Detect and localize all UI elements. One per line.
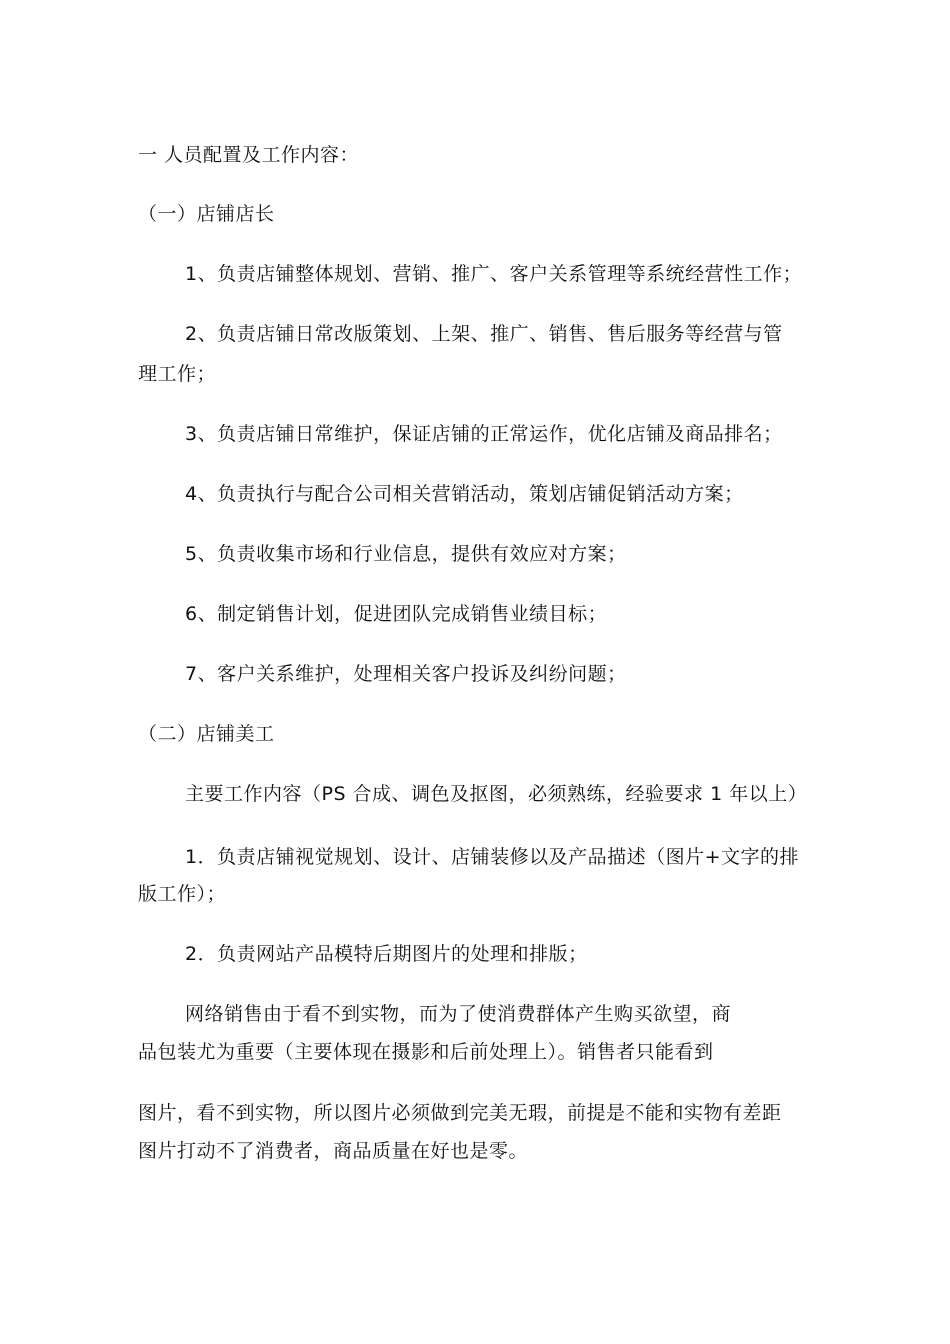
list-item: 3、负责店铺日常维护，保证店铺的正常运作，优化店铺及商品排名； bbox=[185, 423, 783, 445]
list-item: 6、制定销售计划，促进团队完成销售业绩目标； bbox=[185, 603, 608, 625]
paragraph-line: 图片，看不到实物，所以图片必须做到完美无瑕，前提是不能和实物有差距 bbox=[138, 1102, 782, 1124]
subsection-title-store-manager: （一）店铺店长 bbox=[138, 203, 275, 225]
paragraph-line: 图片打动不了消费者，商品质量在好也是零。 bbox=[138, 1140, 529, 1162]
section-intro: 主要工作内容（PS 合成、调色及抠图，必须熟练，经验要求 1 年以上） bbox=[185, 783, 808, 805]
list-item-continuation: 理工作； bbox=[138, 363, 217, 385]
section-heading: 一 人员配置及工作内容： bbox=[138, 144, 360, 166]
paragraph-line: 品包装尤为重要（主要体现在摄影和后前处理上）。销售者只能看到 bbox=[138, 1041, 714, 1063]
subsection-title-store-designer: （二）店铺美工 bbox=[138, 723, 275, 745]
list-item: 1．负责店铺视觉规划、设计、店铺装修以及产品描述（图片+文字的排 bbox=[185, 846, 800, 868]
list-item: 1、负责店铺整体规划、营销、推广、客户关系管理等系统经营性工作； bbox=[185, 263, 803, 285]
paragraph-line: 网络销售由于看不到实物，而为了使消费群体产生购买欲望，商 bbox=[185, 1003, 732, 1025]
list-item: 4、负责执行与配合公司相关营销活动，策划店铺促销活动方案； bbox=[185, 483, 744, 505]
list-item-continuation: 版工作）； bbox=[138, 883, 227, 905]
list-item: 5、负责收集市场和行业信息，提供有效应对方案； bbox=[185, 543, 627, 565]
list-item: 2、负责店铺日常改版策划、上架、推广、销售、售后服务等经营与管 bbox=[185, 323, 783, 345]
list-item: 7、客户关系维护，处理相关客户投诉及纠纷问题； bbox=[185, 663, 627, 685]
list-item: 2．负责网站产品模特后期图片的处理和排版； bbox=[185, 943, 588, 965]
